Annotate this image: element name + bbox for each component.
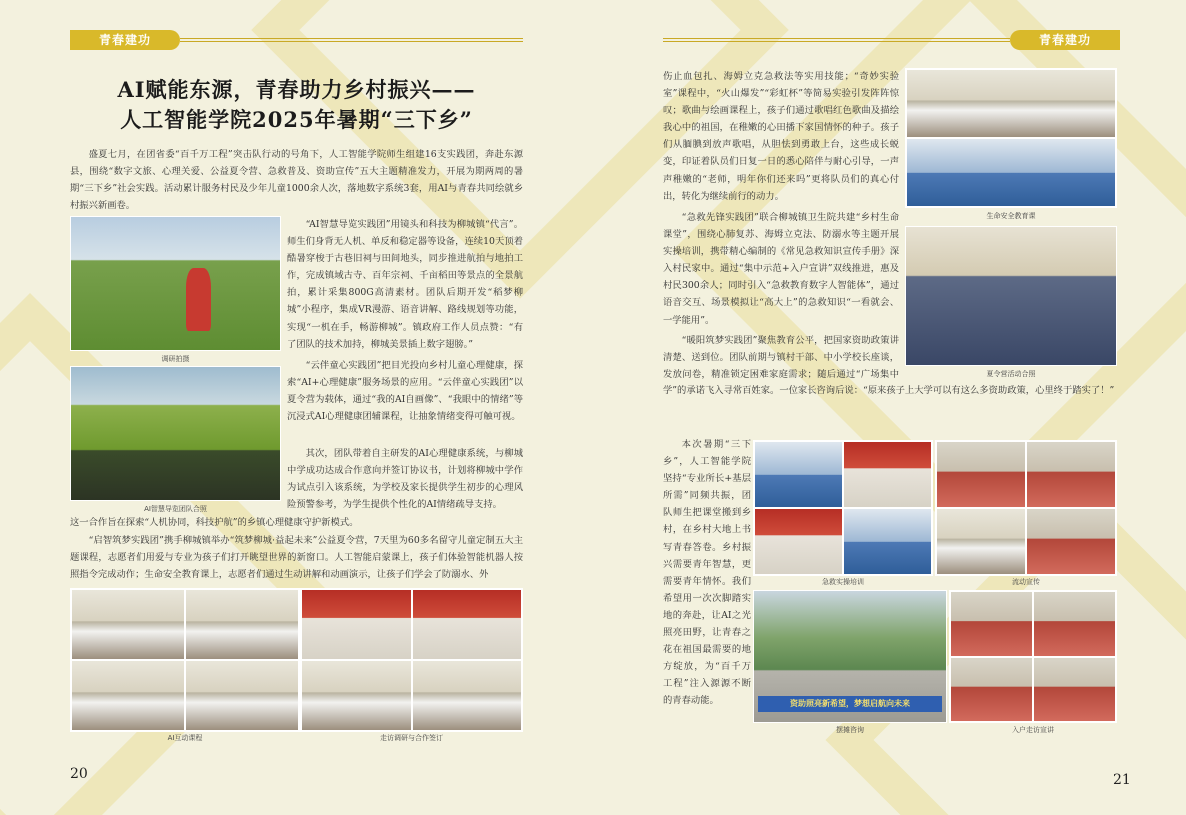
survey-caption: 调研拍摄 <box>161 355 190 363</box>
section-badge: 青春建功 <box>1010 30 1120 50</box>
dream-paragraph <box>70 532 523 586</box>
ai-class-photo <box>71 589 185 660</box>
safety-photo <box>906 138 1116 207</box>
safety-photo <box>906 69 1116 138</box>
header-rule <box>180 38 523 42</box>
fund-text: “暖阳筑梦实践团”聚焦教育公平，把国家资助政策讲清楚、送到位。团队前期与镇村干部、中小学校长座谈，发放问卷，精准锁定困难家庭需求；随后通过“广场集中 <box>663 335 899 381</box>
first-aid-photo <box>754 508 843 575</box>
aid-paragraph <box>663 209 899 331</box>
fund-text-full: 学”的承诺飞入寻常百姓家。一位家长咨询后说：“原来孩子上大学可以有这么多资助政策，心里终于踏实了！” <box>663 385 1115 397</box>
home-visit-photo-grid <box>949 590 1117 723</box>
ai-class-photo <box>71 660 185 731</box>
home-visit-photo <box>950 657 1033 723</box>
dream-text: “启智筑梦实践团”携手柳城镇举办“筑梦柳城·益起未来”公益夏令营，7天里为60多名留守儿童定制五大主题课程，志愿者们用爱与专业为孩子们打开眺望世界的新窗口。人工智能启蒙课上，孩子们体验智能机器人按照指令完成动作；生命安全教育课上，志愿者们通过生动讲解和动画演示，让孩子们学会了防溺水、外 <box>70 535 523 581</box>
camp-caption: 夏令营活动合照 <box>986 370 1036 378</box>
article-title-line2: 人工智能学院2025年暑期“三下乡” <box>120 107 473 132</box>
booth-caption: 摆摊咨询 <box>836 726 864 734</box>
fund-paragraph-a <box>663 332 899 384</box>
first-aid-photo-grid <box>753 440 933 576</box>
page-number: 20 <box>70 766 88 782</box>
promo-caption: 流动宣传 <box>1012 578 1040 586</box>
home-visit-photo <box>1033 591 1116 657</box>
promo-photo <box>1026 508 1116 575</box>
booth-photo <box>753 590 947 723</box>
ai-class-photo <box>185 589 299 660</box>
visit-caption: 走访调研与合作签订 <box>380 734 443 742</box>
survey-photo <box>70 216 281 351</box>
visit-photo <box>412 660 523 731</box>
first-aid-photo <box>754 441 843 508</box>
heart-text-2: 其次，团队带着自主研发的AI心理健康系统，与柳城中学成功达成合作意向并签订协议书，计划将柳城中学作为试点引入该系统，为学校及家长提供学生初步的心理风险预警参考，为学生提供个性化的AI情绪疏导支持。 <box>287 448 523 511</box>
visit-photo <box>301 589 412 660</box>
promo-photo <box>936 441 1026 508</box>
right-page <box>593 0 1186 815</box>
visit-photo <box>301 660 412 731</box>
closing-paragraph <box>663 436 751 736</box>
team-photo <box>70 366 281 501</box>
home-visit-photo <box>1033 657 1116 723</box>
aid-text: “急救先锋实践团”联合柳城镇卫生院共建“乡村生命课堂”，围绕心肺复苏、海姆立克法、防溺水等主题开展实操培训，携带精心编制的《常见急救知识宣传手册》深入村民家中。通过“集中示范+入户宣讲”双线推进，惠及村民300余人；同时引入“急救教育数字人智能体”，通过语音交互、场景模拟让“高大上”的急救知识“一看就会、一学能用”。 <box>663 212 899 326</box>
survey-paragraph <box>287 216 523 352</box>
camp-photo <box>905 226 1117 366</box>
visit-photo-grid <box>300 588 523 732</box>
home-visit-photo <box>950 591 1033 657</box>
first-aid-photo <box>843 441 932 508</box>
heart-text-3: 这一合作旨在探索“人机协同，科技护航”的乡镇心理健康守护新模式。 <box>70 517 359 528</box>
article-title-line1: AI赋能东源，青春助力乡村振兴—— <box>117 77 476 102</box>
header-rule <box>663 38 1010 42</box>
home-visit-caption: 入户走访宣讲 <box>1012 726 1054 734</box>
team-caption: AI智慧导览团队合照 <box>144 505 207 513</box>
section-badge: 青春建功 <box>70 30 180 50</box>
heart-paragraph-3 <box>70 514 523 532</box>
continued-paragraph <box>663 68 899 206</box>
ai-class-caption: AI互动课程 <box>167 734 203 742</box>
closing-text: 本次暑期“三下乡”，人工智能学院坚持“专业所长+基层所需”同频共振，团队师生把课堂搬到乡村，在乡村大地上书写青春答卷。乡村振兴需要青年智慧，更需要青年情怀。我们希望用一次次脚踏实地的奔赴，让AI之光照亮田野，让青春之花在祖国最需要的地方绽放，为“百千万工程”注入源源不断的青春动能。 <box>663 439 751 707</box>
intro-text: 盛夏七月，在团省委“百千万工程”突击队行动的号角下，人工智能学院师生组建16支实践团，奔赴东源县，围绕“数字文旅、心理关爱、公益夏令营、急救普及、资助宣传”五大主题精准发力，开展为期两周的暑期“三下乡”社会实践。活动累计服务村民及少年儿童1000余人次，落地数字系统3套，用AI与青春共同绘就乡村振兴新画卷。 <box>70 149 523 212</box>
fund-paragraph <box>663 382 1117 434</box>
first-aid-photo <box>843 508 932 575</box>
first-aid-caption: 急救实操培训 <box>822 578 864 586</box>
booth-banner: 资助照亮新希望，梦想启航向未来 <box>758 696 942 712</box>
promo-photo-grid <box>935 440 1117 576</box>
heart-paragraph <box>287 357 523 443</box>
visit-photo <box>412 589 523 660</box>
continued-text: 伤止血包扎、海姆立克急救法等实用技能；“奇妙实验室”课程中，“火山爆发”“彩虹杯”等简易实验引发阵阵惊叹；歌曲与绘画课程上，孩子们通过歌唱红色歌曲及描绘我心中的祖国，在稚嫩的心田播下家国情怀的种子。孩子们从腼腆到放声歌唱，从胆怯到勇敢上台，这些成长蜕变，印证着队员们日复一日的悉心陪伴与耐心引导，一声声稚嫩的“老师，明年你们还来吗”更将队员们的真心付出，转化为继续前行的动力。 <box>663 71 899 202</box>
safety-caption: 生命安全教育课 <box>986 212 1036 220</box>
survey-text: “AI智慧导览实践团”用镜头和科技为柳城镇“代言”。师生们身背无人机、单反和稳定器等设备，连续10天顶着酷暑穿梭于古巷旧祠与田间地头，同步推进航拍与地拍工作，完成镇域古寺、百年宗祠、千亩稻田等景点的全景航拍，累计采集800G高清素材。团队后期开发“稻梦柳城”小程序，集成VR漫游、语音讲解、路线规划等功能，实现“一机在手，畅游柳城”。镇政府工作人员点赞：“有了团队的技术加持，柳城美景插上数字翅膀。” <box>287 219 523 350</box>
promo-photo <box>1026 441 1116 508</box>
intro-paragraph <box>70 146 523 216</box>
heart-paragraph-2 <box>287 445 523 515</box>
page-number: 21 <box>1113 772 1131 788</box>
safety-photo-grid <box>905 68 1117 208</box>
ai-class-photo-grid <box>70 588 300 732</box>
ai-class-photo <box>185 660 299 731</box>
promo-photo <box>936 508 1026 575</box>
heart-text: “云伴童心实践团”把目光投向乡村儿童心理健康，探索“AI+心理健康”服务场景的应用。“云伴童心实践团”以夏令营为载体，通过“我的AI自画像”、“我眼中的情绪”等沉浸式AI心理健康团辅课程，让抽象情绪变得可触可视。 <box>287 360 523 423</box>
